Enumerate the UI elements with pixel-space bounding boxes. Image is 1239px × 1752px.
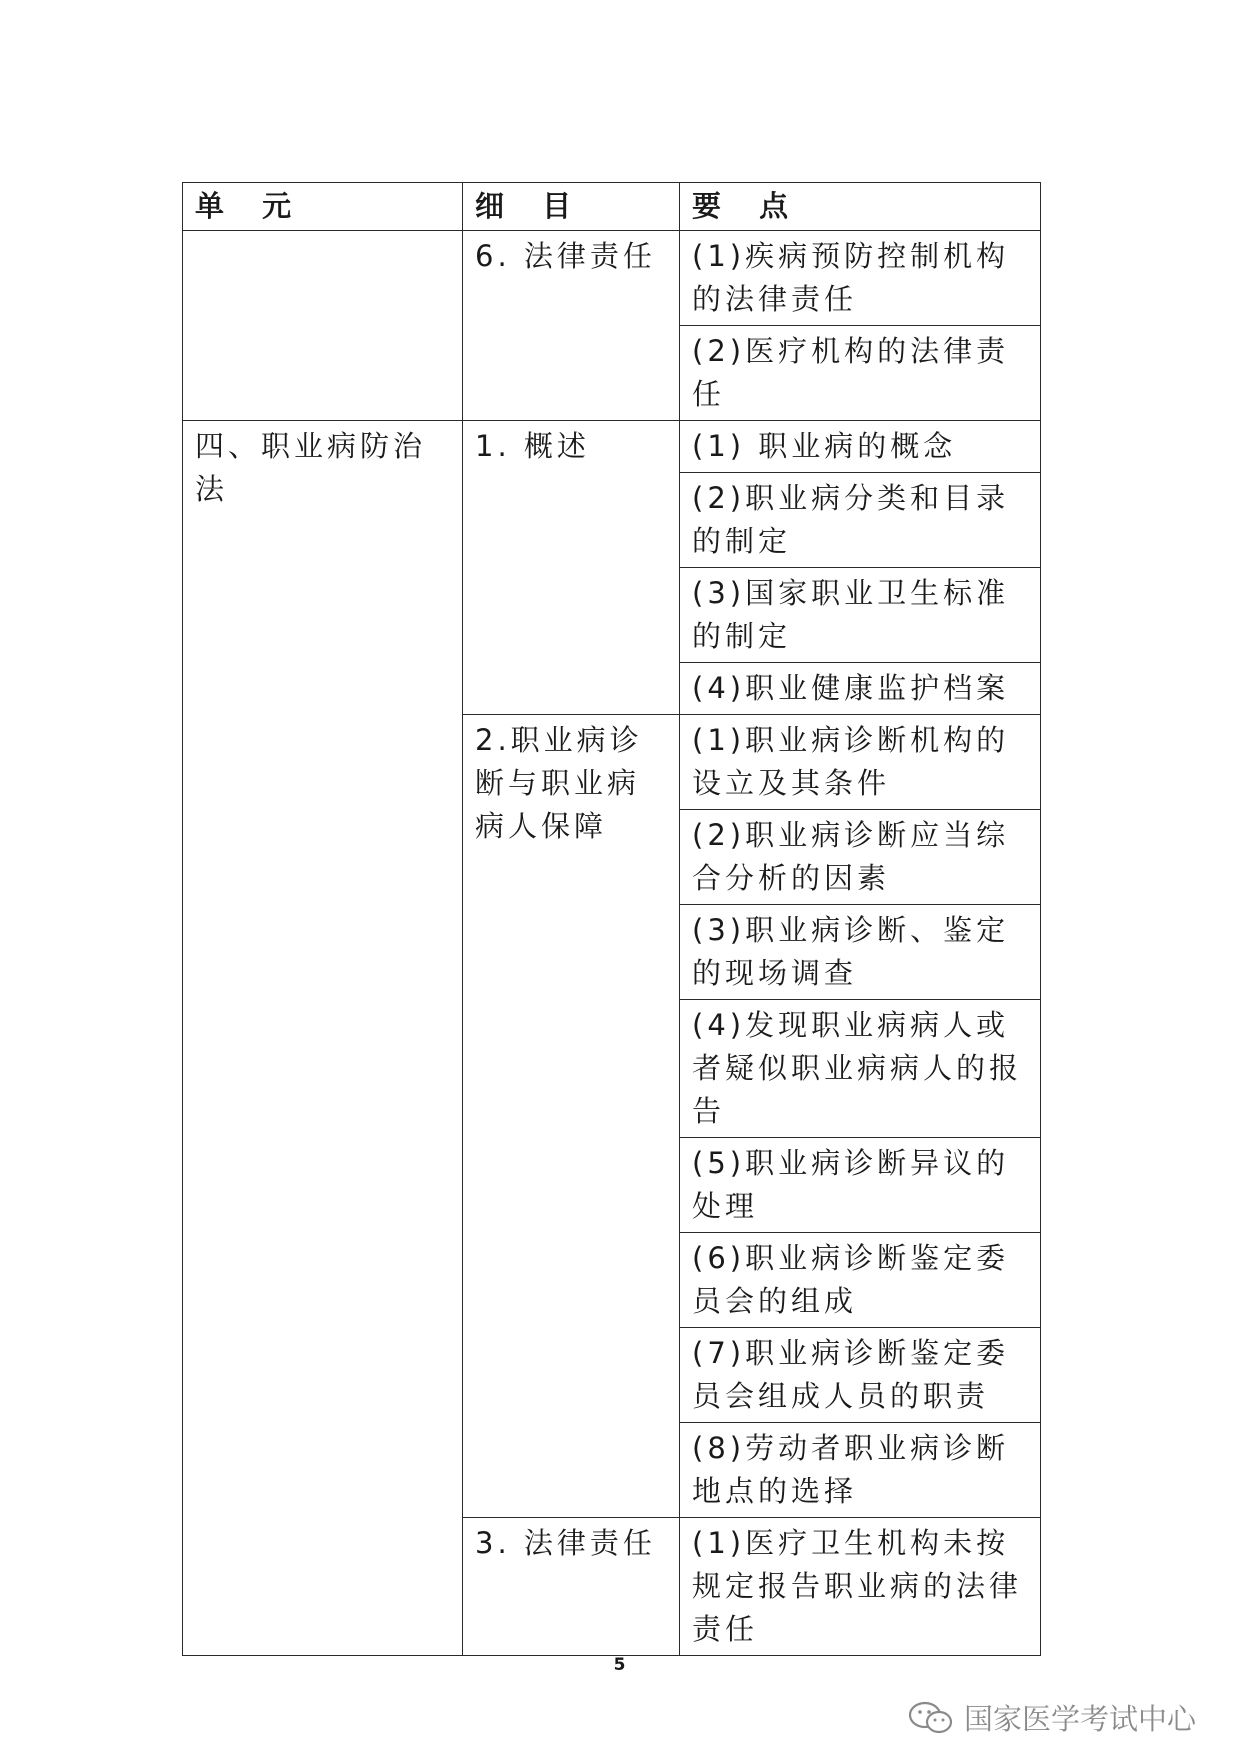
table-header-row <box>183 183 1041 231</box>
source-watermark <box>908 1697 1196 1738</box>
page-number: 5 <box>613 1655 626 1675</box>
table-row <box>183 421 1041 473</box>
point-cell: (6)职业病诊断鉴定委员会的组成 <box>680 1233 1041 1328</box>
header-topic: 细 目 <box>463 183 680 231</box>
point-cell: (5)职业病诊断异议的处理 <box>680 1138 1041 1233</box>
point-cell: (2)医疗机构的法律责任 <box>680 326 1041 421</box>
topic-cell: 3. 法律责任 <box>463 1518 680 1656</box>
table-row <box>183 231 1041 326</box>
point-cell: (4)发现职业病病人或者疑似职业病病人的报告 <box>680 1000 1041 1138</box>
point-cell: (4)职业健康监护档案 <box>680 663 1041 715</box>
unit-cell: 四、职业病防治法 <box>183 421 463 1656</box>
unit-cell <box>183 231 463 421</box>
point-cell: (2)职业病分类和目录的制定 <box>680 473 1041 568</box>
header-points: 要 点 <box>680 183 1041 231</box>
topic-cell: 6. 法律责任 <box>463 231 680 421</box>
point-cell: (8)劳动者职业病诊断地点的选择 <box>680 1423 1041 1518</box>
point-cell: (1)医疗卫生机构未按规定报告职业病的法律责任 <box>680 1518 1041 1656</box>
point-cell: (1)职业病诊断机构的设立及其条件 <box>680 715 1041 810</box>
header-unit: 单 元 <box>183 183 463 231</box>
point-cell: (7)职业病诊断鉴定委员会组成人员的职责 <box>680 1328 1041 1423</box>
syllabus-table <box>182 182 1040 1656</box>
watermark-text: 国家医学考试中心 <box>964 1702 1197 1736</box>
point-cell: (1)疾病预防控制机构的法律责任 <box>680 231 1041 326</box>
point-cell: (2)职业病诊断应当综合分析的因素 <box>680 810 1041 905</box>
topic-cell: 1. 概述 <box>463 421 680 715</box>
point-cell: (1) 职业病的概念 <box>680 421 1041 473</box>
topic-cell: 2.职业病诊断与职业病病人保障 <box>463 715 680 1518</box>
wechat-icon <box>908 1700 954 1736</box>
point-cell: (3)职业病诊断、鉴定的现场调查 <box>680 905 1041 1000</box>
point-cell: (3)国家职业卫生标准的制定 <box>680 568 1041 663</box>
